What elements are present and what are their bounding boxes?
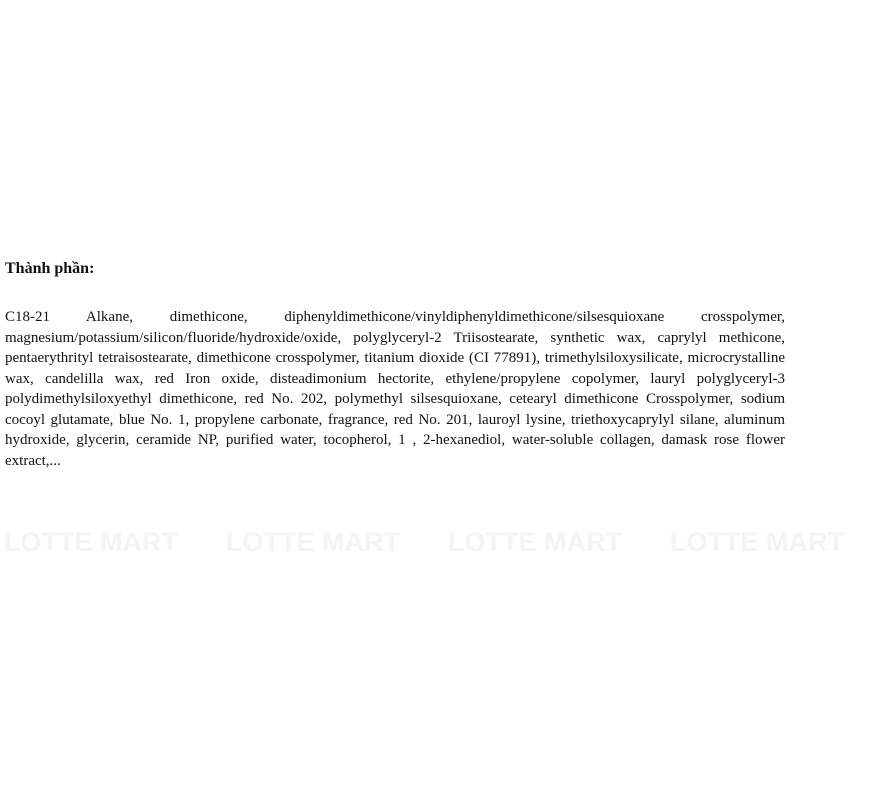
watermark-text: LOTTE MART [448, 527, 622, 557]
lotte-mart-watermark [0, 527, 844, 557]
watermark-text: LOTTE MART [4, 527, 178, 557]
watermark-text: LOTTE MART [226, 527, 400, 557]
ingredients-heading: Thành phần: [5, 260, 95, 277]
ingredients-text: C18-21 Alkane, dimethicone, diphenyldimethicone/vinyldiphenyldimethicone/silsesquioxane crosspolymer, magnesium/potassium/silicon/fluoride/hydroxide/oxide, polyglyceryl-2 Triisostearate, synthetic wax, caprylyl methicone, pentaerythrityl tetraisostearate, dimethicone crosspolymer, titanium dioxide (CI 77891), trimethylsiloxysilicate, microcrystalline wax, candelilla wax, red Iron oxide, disteadimonium hectorite, ethylene/propylene copolymer, lauryl polyglyceryl-3 polydimethylsiloxyethyl dimethicone, red No. 202, polymethyl silsesquioxane, cetearyl dimethicone Crosspolymer, sodium cocoyl glutamate, blue No. 1, propylene carbonate, fragrance, red No. 201, lauroyl lysine, triethoxycaprylyl silane, aluminum hydroxide, glycerin, ceramide NP, purified water, tocopherol, 1 , 2-hexanediol, water-soluble collagen, damask rose flower extract,... [5, 309, 785, 469]
watermark-text: LOTTE MART [670, 527, 844, 557]
